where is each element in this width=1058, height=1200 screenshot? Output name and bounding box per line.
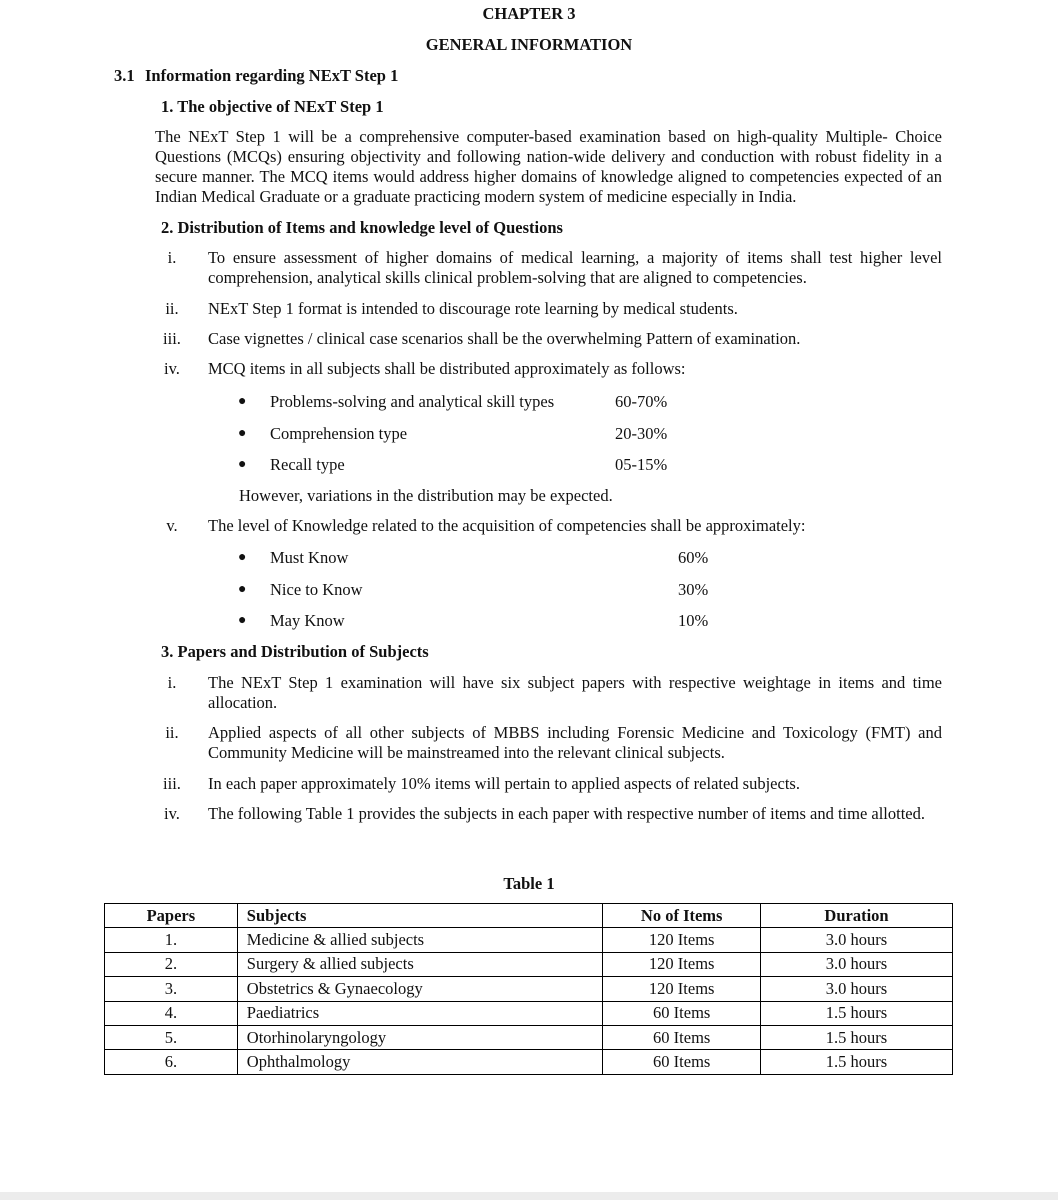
bullet-icon: ● bbox=[238, 426, 247, 441]
list-item-text: Applied aspects of all other subjects of MBBS including Forensic Medicine and Toxicology (FMT) and Community Medicine will be mainstreamed into the relevant clinical subjects. bbox=[208, 723, 942, 762]
objective-paragraph: The NExT Step 1 will be a comprehensive computer-based examination based on high-quality Multiple- Choice Questions (MCQs) ensuring objectivity and following nation-wide delivery and conduction with robust fidelity in a secure manner. The MCQ items would address higher domains of knowledge aligned to competencies expected of an Indian Medical Graduate or a graduate practicing modern system of medicine especially in India. bbox=[155, 127, 942, 206]
subsection-2-heading: 2. Distribution of Items and knowledge level of Questions bbox=[161, 218, 563, 237]
list-item-number: ii. bbox=[165, 723, 179, 742]
items-cell: 60 Items bbox=[603, 1050, 761, 1074]
list-item-number: ii. bbox=[165, 299, 179, 318]
table-row bbox=[105, 1025, 953, 1049]
items-cell: 120 Items bbox=[603, 928, 761, 952]
paper-number-cell: 2. bbox=[105, 952, 238, 976]
duration-cell: 1.5 hours bbox=[761, 1001, 953, 1025]
paper-number-cell: 3. bbox=[105, 977, 238, 1001]
list-item-text: NExT Step 1 format is intended to discourage rote learning by medical students. bbox=[208, 299, 738, 318]
bullet-icon: ● bbox=[238, 457, 247, 472]
duration-cell: 3.0 hours bbox=[761, 977, 953, 1001]
knowledge-level-value: 10% bbox=[678, 611, 709, 630]
mcq-type-value: 60-70% bbox=[615, 392, 668, 411]
list-item-number: i. bbox=[167, 248, 177, 267]
knowledge-level-label: Nice to Know bbox=[270, 580, 363, 599]
table-header-row bbox=[105, 904, 953, 928]
items-cell: 60 Items bbox=[603, 1001, 761, 1025]
duration-cell: 1.5 hours bbox=[761, 1025, 953, 1049]
table-caption: Table 1 bbox=[503, 874, 555, 893]
items-cell: 120 Items bbox=[603, 977, 761, 1001]
page-title: GENERAL INFORMATION bbox=[425, 35, 633, 54]
subsection-3-heading: 3. Papers and Distribution of Subjects bbox=[161, 642, 429, 661]
mcq-type-value: 05-15% bbox=[615, 455, 668, 474]
list-item-text: The following Table 1 provides the subjects in each paper with respective number of items and time allotted. bbox=[208, 804, 926, 823]
column-header-duration: Duration bbox=[761, 904, 953, 928]
table-row bbox=[105, 952, 953, 976]
knowledge-level-value: 30% bbox=[678, 580, 709, 599]
mcq-type-label: Comprehension type bbox=[270, 424, 408, 443]
list-item-number: iii. bbox=[163, 774, 181, 793]
page-bottom-edge bbox=[0, 1192, 1058, 1200]
mcq-type-label: Problems-solving and analytical skill types bbox=[270, 392, 555, 411]
subject-cell: Paediatrics bbox=[237, 1001, 603, 1025]
column-header-papers: Papers bbox=[105, 904, 238, 928]
subject-cell: Medicine & allied subjects bbox=[237, 928, 603, 952]
duration-cell: 3.0 hours bbox=[761, 952, 953, 976]
subjects-table bbox=[104, 903, 953, 1075]
items-cell: 120 Items bbox=[603, 952, 761, 976]
subject-cell: Obstetrics & Gynaecology bbox=[237, 977, 603, 1001]
subject-cell: Otorhinolaryngology bbox=[237, 1025, 603, 1049]
subsection-1-heading: 1. The objective of NExT Step 1 bbox=[161, 97, 384, 116]
mcq-type-label: Recall type bbox=[270, 455, 345, 474]
list-item-number: iv. bbox=[164, 804, 180, 823]
knowledge-level-value: 60% bbox=[678, 548, 709, 567]
bullet-icon: ● bbox=[238, 582, 247, 597]
knowledge-level-label: May Know bbox=[270, 611, 345, 630]
bullet-icon: ● bbox=[238, 613, 247, 628]
section-number: 3.1 bbox=[114, 66, 135, 85]
subject-cell: Surgery & allied subjects bbox=[237, 952, 603, 976]
paper-number-cell: 5. bbox=[105, 1025, 238, 1049]
table-row bbox=[105, 1050, 953, 1074]
variation-note: However, variations in the distribution may be expected. bbox=[239, 486, 613, 505]
paper-number-cell: 6. bbox=[105, 1050, 238, 1074]
section-title: Information regarding NExT Step 1 bbox=[145, 66, 399, 85]
list-item-text: To ensure assessment of higher domains of medical learning, a majority of items shall test higher level comprehension, analytical skills clinical problem-solving that are aligned to competencies. bbox=[208, 248, 942, 287]
list-item-number: iii. bbox=[163, 329, 181, 348]
list-item-text: In each paper approximately 10% items will pertain to applied aspects of related subjects. bbox=[208, 774, 800, 793]
bullet-icon: ● bbox=[238, 394, 247, 409]
subject-cell: Ophthalmology bbox=[237, 1050, 603, 1074]
paper-number-cell: 4. bbox=[105, 1001, 238, 1025]
bullet-icon: ● bbox=[238, 550, 247, 565]
paper-number-cell: 1. bbox=[105, 928, 238, 952]
table-row bbox=[105, 1001, 953, 1025]
list-item-number: i. bbox=[167, 673, 177, 692]
duration-cell: 3.0 hours bbox=[761, 928, 953, 952]
list-item-text: The NExT Step 1 examination will have six subject papers with respective weightage in items and time allocation. bbox=[208, 673, 942, 712]
list-item-number: v. bbox=[166, 516, 178, 535]
column-header-subjects: Subjects bbox=[237, 904, 603, 928]
list-item-text: The level of Knowledge related to the acquisition of competencies shall be approximately: bbox=[208, 516, 806, 535]
chapter-label: CHAPTER 3 bbox=[482, 4, 576, 23]
items-cell: 60 Items bbox=[603, 1025, 761, 1049]
column-header-items: No of Items bbox=[603, 904, 761, 928]
list-item-text: Case vignettes / clinical case scenarios shall be the overwhelming Pattern of examination. bbox=[208, 329, 801, 348]
list-item-number: iv. bbox=[164, 359, 180, 378]
mcq-type-value: 20-30% bbox=[615, 424, 668, 443]
table-row bbox=[105, 928, 953, 952]
duration-cell: 1.5 hours bbox=[761, 1050, 953, 1074]
list-item-text: MCQ items in all subjects shall be distributed approximately as follows: bbox=[208, 359, 686, 378]
knowledge-level-label: Must Know bbox=[270, 548, 349, 567]
table-row bbox=[105, 977, 953, 1001]
